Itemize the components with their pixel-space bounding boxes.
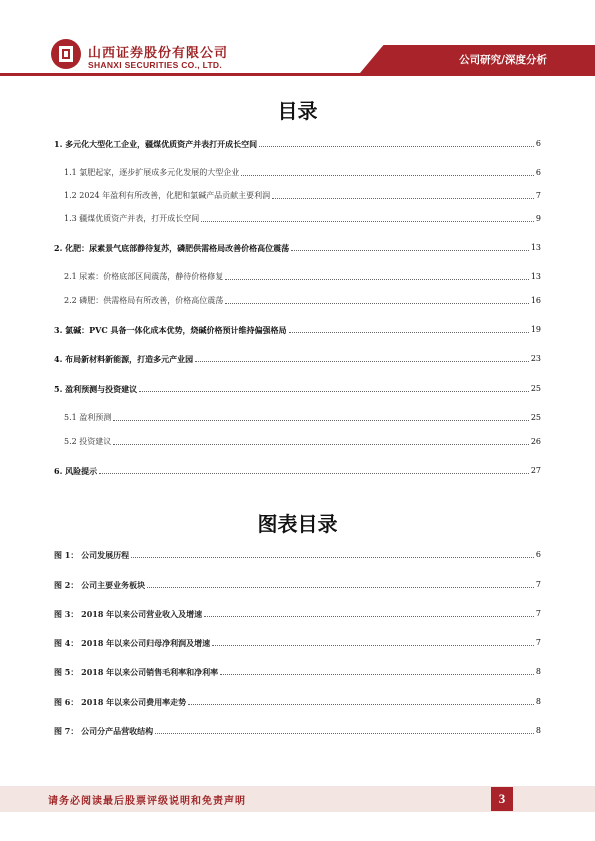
figure-entry-page: 7 — [535, 609, 541, 618]
toc-entry-page: 19 — [530, 325, 541, 334]
figure-entry-text: 图 1： 公司发展历程 — [54, 550, 130, 560]
dot-leader — [155, 733, 534, 734]
toc-entry[interactable] — [64, 409, 541, 423]
dot-leader — [204, 616, 534, 617]
company-name-en: SHANXI SECURITIES CO., LTD. — [88, 60, 223, 70]
toc-entry-text: 2.2 磷肥：供需格局有所改善，价格高位震荡 — [64, 296, 224, 305]
toc-entry[interactable] — [54, 321, 541, 335]
toc-entry-text: 1. 多元化大型化工企业，疆煤优质资产并表打开成长空间 — [54, 139, 258, 149]
figure-entry-text: 图 4： 2018 年以来公司归母净利润及增速 — [54, 638, 211, 648]
toc-entry[interactable] — [64, 292, 541, 306]
company-logo-icon — [50, 38, 82, 70]
toc-entry-text: 2.1 尿素：价格底部区间震荡，静待价格修复 — [64, 272, 224, 281]
dot-leader — [225, 279, 529, 280]
page-number: 3 — [491, 787, 513, 811]
toc-entry-page: 6 — [535, 139, 541, 148]
toc-entry-text: 5.1 盈利预测 — [64, 413, 112, 422]
figure-entry-page: 8 — [535, 726, 541, 735]
dot-leader — [259, 146, 534, 147]
toc-entry[interactable] — [54, 380, 541, 394]
dot-leader — [272, 198, 534, 199]
toc-entry[interactable] — [54, 350, 541, 364]
figure-entry[interactable] — [54, 722, 541, 736]
figure-entry[interactable] — [54, 605, 541, 619]
dot-leader — [289, 332, 529, 333]
toc-entry-text: 4. 布局新材料新能源，打造多元产业园 — [54, 354, 194, 364]
dot-leader — [212, 645, 534, 646]
toc-title: 目录 — [277, 99, 318, 123]
figure-entry-text: 图 5： 2018 年以来公司销售毛利率和净利率 — [54, 667, 219, 677]
toc-entry-page: 13 — [530, 243, 541, 252]
toc-entry-page: 23 — [530, 354, 541, 363]
dot-leader — [99, 473, 529, 474]
company-name-cn: 山西证券股份有限公司 — [88, 46, 229, 61]
dot-leader — [113, 444, 529, 445]
toc-entry-page: 26 — [530, 437, 541, 446]
dot-leader — [225, 303, 529, 304]
toc-entry-text: 5. 盈利预测与投资建议 — [54, 384, 138, 394]
figure-entry[interactable] — [54, 693, 541, 707]
toc-entry-page: 16 — [530, 296, 541, 305]
toc-entry-text: 1.2 2024 年盈利有所改善，化肥和氯碱产品贡献主要利润 — [64, 191, 271, 200]
toc-entry[interactable] — [64, 187, 541, 201]
toc-entry[interactable] — [64, 433, 541, 447]
dot-leader — [113, 420, 529, 421]
figure-entry-text: 图 2： 公司主要业务板块 — [54, 580, 146, 590]
toc-entry-text: 5.2 投资建议 — [64, 437, 112, 446]
report-type-label: 公司研究/深度分析 — [459, 54, 547, 66]
header-divider — [0, 73, 595, 76]
toc-entry-page: 25 — [530, 413, 541, 422]
toc-entry[interactable] — [54, 135, 541, 149]
toc-entry-page: 13 — [530, 272, 541, 281]
dot-leader — [220, 674, 534, 675]
toc-entry-page: 9 — [535, 214, 541, 223]
figure-entry[interactable] — [54, 576, 541, 590]
figure-entry-text: 图 3： 2018 年以来公司营业收入及增速 — [54, 609, 203, 619]
toc-entry[interactable] — [54, 462, 541, 476]
toc-entry[interactable] — [64, 164, 541, 178]
toc-entry-text: 2. 化肥：尿素景气底部静待复苏，磷肥供需格局改善价格高位震荡 — [54, 243, 290, 253]
toc-entry-text: 1.3 疆煤优质资产并表，打开成长空间 — [64, 214, 200, 223]
dot-leader — [147, 587, 534, 588]
figure-entry[interactable] — [54, 546, 541, 560]
dot-leader — [139, 391, 529, 392]
figure-entry-page: 6 — [535, 550, 541, 559]
toc-entry-page: 7 — [535, 191, 541, 200]
toc-entry-page: 27 — [530, 466, 541, 475]
figure-entry[interactable] — [54, 634, 541, 648]
toc-entry-page: 6 — [535, 168, 541, 177]
figures-toc-title: 图表目录 — [257, 512, 338, 536]
toc-entry[interactable] — [54, 239, 541, 253]
toc-entry-text: 3. 氯碱：PVC 具备一体化成本优势，烧碱价格预计维持偏强格局 — [54, 325, 287, 335]
dot-leader — [195, 361, 529, 362]
figure-entry-page: 8 — [535, 697, 541, 706]
page-header — [0, 0, 595, 82]
figure-entry-page: 7 — [535, 580, 541, 589]
toc-entry-page: 25 — [530, 384, 541, 393]
toc-entry-text: 1.1 氯肥起家，逐步扩展成多元化发展的大型企业 — [64, 168, 240, 177]
figure-entry-text: 图 6： 2018 年以来公司费用率走势 — [54, 697, 187, 707]
dot-leader — [201, 221, 534, 222]
dot-leader — [188, 704, 534, 705]
toc-entry[interactable] — [64, 268, 541, 282]
toc-entry-text: 6. 风险提示 — [54, 466, 98, 476]
dot-leader — [241, 175, 534, 176]
figure-entry[interactable] — [54, 663, 541, 677]
dot-leader — [131, 557, 534, 558]
toc-entry[interactable] — [64, 210, 541, 224]
figure-entry-page: 8 — [535, 667, 541, 676]
figure-entry-page: 7 — [535, 638, 541, 647]
figure-entry-text: 图 7： 公司分产品营收结构 — [54, 726, 154, 736]
dot-leader — [291, 250, 529, 251]
disclaimer-text: 请务必阅读最后股票评级说明和免责声明 — [48, 796, 246, 807]
